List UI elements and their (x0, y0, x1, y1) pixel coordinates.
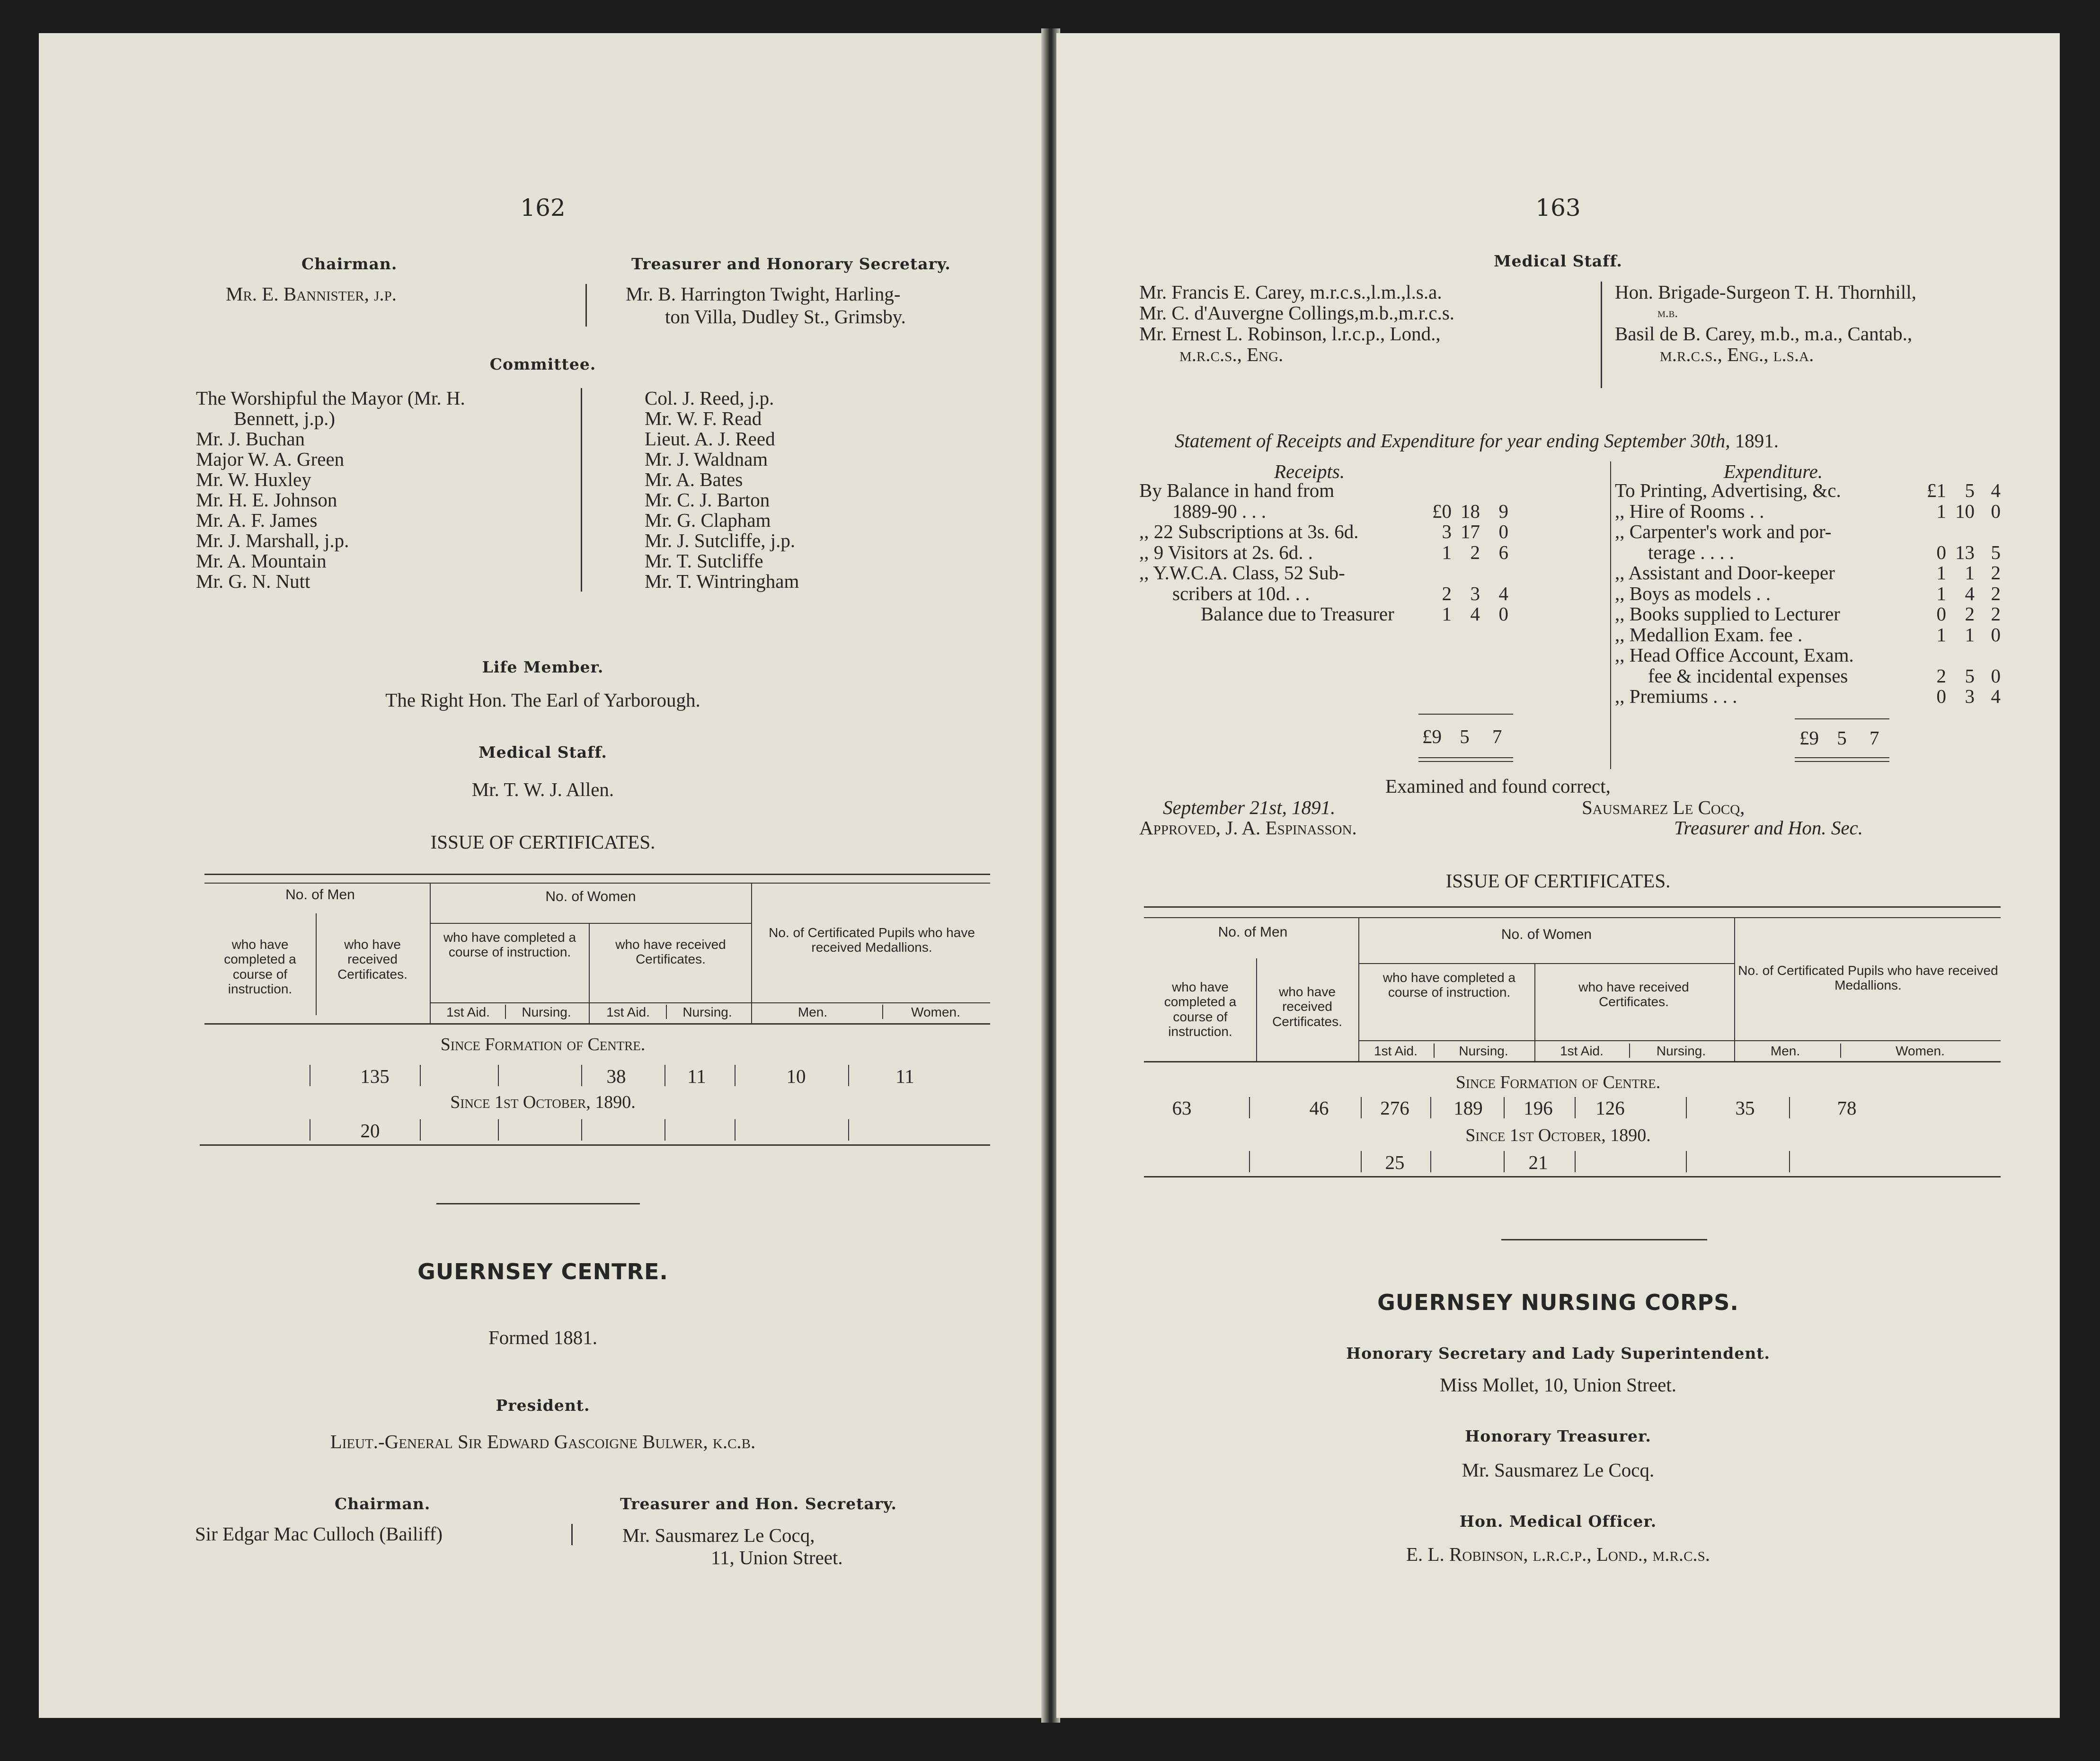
col-women-received: who have received Certificates. (615, 937, 726, 967)
table-rule (1686, 1151, 1687, 1172)
medical-member: Basil de B. Carey, m.b., m.a., Cantab., (1615, 323, 1913, 345)
ledger-label: scribers at 10d. . . (1172, 582, 1310, 604)
treasurer-line-2: 11, Union Street. (711, 1547, 843, 1568)
formed-line: Formed 1881. (488, 1327, 598, 1348)
medical-member: Hon. Brigade-Surgeon T. H. Thornhill, (1615, 281, 1916, 303)
hon-treasurer-heading: Honorary Treasurer. (1465, 1427, 1651, 1445)
treasurer-line-2: ton Villa, Dudley St., Grimsby. (665, 306, 906, 327)
committee-member: Mr. T. Sutcliffe (645, 550, 763, 572)
signer-role: Treasurer and Hon. Sec. (1674, 817, 1863, 839)
cell-value: 35 (1735, 1097, 1755, 1119)
table-rule (1629, 1044, 1630, 1058)
men-header: No. of Men (285, 887, 355, 903)
ledger-rule (1795, 718, 1889, 719)
medical-member: Mr. Francis E. Carey, m.r.c.s.,l.m.,l.s.a. (1139, 281, 1442, 303)
table-rule (581, 1119, 582, 1141)
guernsey-centre-heading: GUERNSEY CENTRE. (417, 1259, 668, 1284)
cell-value: 276 (1380, 1097, 1409, 1119)
section-divider (436, 1203, 640, 1204)
ledger-amount-pounds: 2 (1936, 664, 1946, 687)
examined-line: Examined and found correct, (1385, 775, 1611, 797)
chairman-heading: Chairman. (335, 1495, 431, 1513)
cell-value: 10 (786, 1065, 806, 1087)
ledger-amount-shillings: 3 (1965, 685, 1975, 707)
sub-nursing: Nursing. (682, 1005, 732, 1019)
col-women-completed: who have completed a course of instruction. (443, 930, 576, 960)
ledger-amount-shillings: 18 (1461, 500, 1480, 522)
life-member-heading: Life Member. (482, 658, 604, 676)
cell-value: 126 (1595, 1097, 1625, 1119)
divider (1610, 461, 1611, 769)
ledger-amount-shillings: 17 (1461, 521, 1480, 542)
hon-treasurer-name: Mr. Sausmarez Le Cocq. (1462, 1459, 1655, 1481)
ledger-amount-pounds: 1 (1936, 562, 1946, 584)
sub-nursing: Nursing. (1459, 1044, 1508, 1058)
ledger-label: fee & incidental expenses (1648, 664, 1848, 687)
ledger-label: ,, Carpenter's work and por- (1615, 521, 1832, 542)
ledger-amount-pounds: £1 (1927, 479, 1946, 501)
sub-nursing: Nursing. (1656, 1044, 1706, 1058)
sub-women: Women. (911, 1005, 960, 1019)
cell-value: 11 (895, 1065, 914, 1087)
ledger-amount-shillings: 5 (1965, 664, 1975, 687)
total-pounds: £9 (1422, 726, 1442, 747)
page-number: 162 (520, 194, 566, 221)
divider (581, 388, 582, 592)
statement-title-year: 1891. (1735, 430, 1779, 451)
chairman-name: Mr. E. Bannister, j.p. (226, 283, 397, 305)
table-rule (1256, 958, 1257, 1062)
ledger-amount-pounds: 1 (1936, 582, 1946, 604)
table-rule (751, 883, 752, 1025)
ledger-amount-pence: 5 (1991, 541, 2001, 563)
issue-heading: ISSUE OF CERTIFICATES. (430, 831, 656, 853)
sub-nursing: Nursing. (522, 1005, 571, 1019)
ledger-amount-pence: 4 (1498, 582, 1508, 604)
sub-first-aid: 1st Aid. (1374, 1044, 1418, 1058)
col-medallions: No. of Certificated Pupils who have received Medallions. (1738, 963, 1998, 993)
expenditure-total (1799, 728, 1887, 748)
ledger-label: ,, Boys as models . . (1615, 582, 1771, 604)
committee-member: Lieut. A. J. Reed (645, 428, 775, 450)
ledger-amount-shillings: 1 (1965, 562, 1975, 584)
committee-member: The Worshipful the Mayor (Mr. H. (196, 387, 465, 409)
statement-title (1175, 431, 1779, 451)
ledger-amount-shillings: 2 (1470, 541, 1480, 563)
committee-member: Mr. T. Wintringham (645, 570, 799, 592)
hon-sec-name: Miss Mollet, 10, Union Street. (1440, 1374, 1676, 1396)
president-heading: President. (496, 1396, 590, 1415)
table-rule (505, 1005, 506, 1019)
ledger-label: To Printing, Advertising, &c. (1615, 479, 1841, 501)
table-rule (1361, 1097, 1362, 1118)
since-formation-label: Since Formation of Centre. (440, 1035, 646, 1054)
committee-member: Mr. A. F. James (196, 509, 318, 531)
committee-member: Major W. A. Green (196, 448, 345, 470)
cell-value: 20 (360, 1120, 380, 1142)
ledger-amount-shillings: 1 (1965, 623, 1975, 646)
committee-heading: Committee. (489, 355, 596, 373)
ledger-label: 1889-90 . . . (1172, 500, 1267, 522)
table-rule (204, 874, 990, 875)
cell-value: 46 (1309, 1097, 1329, 1119)
table-rule (1840, 1044, 1841, 1058)
divider (1601, 282, 1602, 388)
total-pounds: £9 (1799, 727, 1819, 749)
committee-member: Col. J. Reed, j.p. (645, 387, 774, 409)
guernsey-nursing-heading: GUERNSEY NURSING CORPS. (1377, 1290, 1739, 1315)
table-rule (430, 1002, 990, 1003)
signer-name: Sausmarez Le Cocq, (1582, 796, 1745, 818)
ledger-amount-pence: 0 (1498, 603, 1508, 625)
ledger-amount-pence: 0 (1991, 623, 2001, 646)
treasurer-line-1: Mr. Sausmarez Le Cocq, (622, 1524, 815, 1546)
chairman-name: Sir Edgar Mac Culloch (Bailiff) (195, 1523, 443, 1545)
medical-member: Mr. Ernest L. Robinson, l.r.c.p., Lond., (1139, 323, 1441, 345)
left-page (39, 33, 1047, 1718)
committee-right-list (645, 388, 799, 592)
ledger-amount-pence: 2 (1991, 582, 2001, 604)
table-rule (882, 1005, 883, 1019)
ledger-amount-pence: 9 (1498, 500, 1508, 522)
sub-men: Men. (1770, 1044, 1800, 1058)
ledger-rule (1418, 761, 1513, 762)
cell-value: 78 (1837, 1097, 1857, 1119)
ledger-label: ,, Hire of Rooms . . (1615, 500, 1764, 522)
col-men-completed: who have completed a course of instruction. (224, 937, 296, 997)
ledger-amount-pounds: 0 (1936, 603, 1946, 625)
sub-men: Men. (797, 1005, 828, 1019)
ledger-label: ,, Assistant and Door-keeper (1615, 562, 1835, 584)
table-rule (420, 1065, 421, 1086)
table-rule (1789, 1097, 1790, 1118)
committee-member: Mr. G. N. Nutt (196, 570, 310, 592)
date-line: September 21st, 1891. (1163, 796, 1336, 818)
table-rule (1249, 1151, 1250, 1172)
chairman-heading: Chairman. (301, 255, 398, 273)
table-rule (430, 883, 431, 1025)
table-rule (1534, 963, 1535, 1062)
ledger-rule (1418, 757, 1513, 758)
sub-first-aid: 1st Aid. (1560, 1044, 1604, 1058)
table-rule (848, 1065, 849, 1086)
ledger-label: Balance due to Treasurer (1201, 603, 1394, 625)
receipts-total (1422, 726, 1510, 747)
life-member-name: The Right Hon. The Earl of Yarborough. (385, 689, 700, 711)
table-rule (848, 1119, 849, 1141)
medical-member: m.b. (1657, 306, 1678, 320)
ledger-rule (1795, 757, 1889, 758)
table-rule (1249, 1097, 1250, 1118)
medical-left-list (1139, 282, 1454, 365)
table-rule (498, 1119, 499, 1141)
ledger-amount-pounds: 1 (1936, 623, 1946, 646)
medical-staff-name: Mr. T. W. J. Allen. (471, 779, 614, 800)
table-rule (430, 923, 752, 924)
table-rule (1575, 1151, 1576, 1172)
cell-value: 196 (1524, 1097, 1553, 1119)
medical-member: m.r.c.s., Eng., l.s.a. (1660, 344, 1814, 365)
committee-member: Mr. C. J. Barton (645, 489, 770, 511)
issue-heading: ISSUE OF CERTIFICATES. (1445, 870, 1671, 892)
ledger-amount-pence: 2 (1991, 603, 2001, 625)
ledger-amount-shillings: 13 (1955, 541, 1975, 563)
committee-member: Mr. G. Clapham (645, 509, 771, 531)
hon-medical-name: E. L. Robinson, l.r.c.p., Lond., m.r.c.s. (1406, 1543, 1710, 1565)
committee-member: Mr. W. Huxley (196, 469, 311, 490)
ledger-amount-pence: 2 (1991, 562, 2001, 584)
hon-medical-heading: Hon. Medical Officer. (1459, 1512, 1657, 1531)
table-rule (1434, 1044, 1435, 1058)
cell-value: 135 (360, 1065, 390, 1087)
table-rule (1144, 1176, 2001, 1177)
ledger-amount-shillings: 4 (1470, 603, 1480, 625)
total-shillings: 5 (1837, 727, 1847, 749)
cell-value: 21 (1528, 1151, 1548, 1173)
ledger-amount-pounds: 1 (1936, 500, 1946, 522)
cell-value: 25 (1385, 1151, 1405, 1173)
ledger-amount-shillings: 5 (1965, 479, 1975, 501)
ledger-label: ,, Y.W.C.A. Class, 52 Sub- (1139, 562, 1345, 584)
ledger-amount-pounds: 2 (1442, 582, 1452, 604)
ledger-amount-shillings: 4 (1965, 582, 1975, 604)
cell-value: 63 (1172, 1097, 1192, 1119)
ledger-label: ,, Medallion Exam. fee . (1615, 623, 1803, 646)
table-rule (1686, 1097, 1687, 1118)
committee-member: Mr. A. Mountain (196, 550, 327, 572)
section-divider (1501, 1239, 1707, 1240)
table-rule (1144, 1061, 2001, 1062)
page-number: 163 (1535, 194, 1581, 221)
ledger-rule (1795, 761, 1889, 762)
table-rule (316, 913, 317, 1015)
ledger-amount-shillings: 10 (1955, 500, 1975, 522)
receipts-heading: Receipts. (1274, 460, 1345, 482)
col-men-completed: who have completed a course of instruction. (1164, 980, 1237, 1039)
committee-member: Mr. H. E. Johnson (196, 489, 337, 511)
ledger-label: By Balance in hand from (1139, 479, 1335, 501)
committee-member: Mr. A. Bates (645, 469, 743, 490)
table-rule (1144, 917, 2001, 918)
women-header: No. of Women (1501, 927, 1592, 942)
ledger-amount-shillings: 2 (1965, 603, 1975, 625)
ledger-label: ,, Head Office Account, Exam. (1615, 644, 1854, 666)
table-rule (589, 923, 590, 1025)
treasurer-heading: Treasurer and Honorary Secretary. (631, 255, 951, 273)
table-rule (1504, 1097, 1505, 1118)
medical-member: m.r.c.s., Eng. (1179, 344, 1284, 365)
committee-left-list (196, 388, 584, 592)
treasurer-line-1: Mr. B. Harrington Twight, Harling- (626, 283, 901, 305)
ledger-amount-pounds: 3 (1442, 521, 1452, 542)
col-women-completed: who have completed a course of instruction. (1382, 970, 1516, 1000)
total-pence: 7 (1870, 727, 1879, 749)
right-page (1056, 33, 2060, 1718)
president-name: Lieut.-General Sir Edward Gascoigne Bulwer, k.c.b. (330, 1431, 756, 1452)
ledger-amount-pence: 0 (1991, 664, 2001, 687)
ledger-amount-pounds: 0 (1936, 541, 1946, 563)
medical-member: Mr. C. d'Auvergne Collings,m.b.,m.r.c.s. (1139, 302, 1455, 324)
table-rule (581, 1065, 582, 1086)
table-rule (1144, 906, 2001, 908)
medical-right-list (1615, 282, 1916, 365)
ledger-amount-pounds: 1 (1442, 541, 1452, 563)
women-header: No. of Women (545, 889, 636, 904)
ledger-label: ,, 22 Subscriptions at 3s. 6d. (1139, 521, 1359, 542)
divider (585, 284, 587, 327)
expenditure-heading: Expenditure. (1724, 460, 1823, 482)
hon-sec-heading: Honorary Secretary and Lady Superintendent. (1346, 1344, 1771, 1363)
ledger-amount-pounds: £0 (1432, 500, 1452, 522)
table-rule (1430, 1097, 1431, 1118)
table-rule (498, 1065, 499, 1086)
table-rule (1430, 1151, 1431, 1172)
cell-value: 189 (1453, 1097, 1483, 1119)
sub-first-aid: 1st Aid. (446, 1005, 490, 1019)
medical-staff-heading: Medical Staff. (478, 743, 607, 761)
table-rule (1358, 963, 1735, 964)
ledger-label: ,, Books supplied to Lecturer (1615, 603, 1840, 625)
ledger-amount-pounds: 1 (1442, 603, 1452, 625)
committee-member: Mr. J. Waldnam (645, 448, 768, 470)
ledger-label: ,, Premiums . . . (1615, 685, 1737, 707)
statement-title-text: Statement of Receipts and Expenditure for year ending September 30th, (1175, 430, 1730, 451)
col-women-received: who have received Certificates. (1578, 980, 1689, 1009)
men-header: No. of Men (1218, 924, 1288, 940)
ledger-amount-pence: 0 (1991, 500, 2001, 522)
ledger-amount-pounds: 0 (1936, 685, 1946, 707)
committee-member: Mr. J. Marshall, j.p. (196, 530, 349, 551)
ledger-amount-pence: 0 (1498, 521, 1508, 542)
divider (571, 1524, 573, 1545)
table-rule (1504, 1151, 1505, 1172)
since-october-label: Since 1st October, 1890. (1465, 1125, 1651, 1145)
col-men-received: who have received Certificates. (1272, 984, 1342, 1029)
table-rule (1358, 1040, 2001, 1041)
total-pence: 7 (1492, 726, 1502, 747)
table-rule (666, 1005, 667, 1019)
ledger-amount-shillings: 3 (1470, 582, 1480, 604)
ledger-label: ,, 9 Visitors at 2s. 6d. . (1139, 541, 1313, 563)
table-rule (204, 883, 990, 884)
cell-value: 38 (606, 1065, 626, 1087)
col-medallions: No. of Certificated Pupils who have received Medallions. (769, 925, 975, 955)
since-formation-label: Since Formation of Centre. (1455, 1072, 1661, 1092)
committee-member: Bennett, j.p.) (234, 407, 336, 429)
ledger-rule (1418, 714, 1513, 715)
total-shillings: 5 (1460, 726, 1470, 747)
table-rule (1361, 1151, 1362, 1172)
cell-value: 11 (687, 1065, 706, 1087)
treasurer-heading: Treasurer and Hon. Secretary. (620, 1495, 897, 1513)
col-men-received: who have received Certificates. (337, 937, 408, 982)
ledger-amount-pence: 4 (1991, 479, 2001, 501)
ledger-label: terage . . . . (1648, 541, 1735, 563)
committee-member: Mr. W. F. Read (645, 407, 762, 429)
table-rule (200, 1144, 990, 1146)
ledger-amount-pence: 4 (1991, 685, 2001, 707)
sub-first-aid: 1st Aid. (606, 1005, 650, 1019)
sub-women: Women. (1896, 1044, 1945, 1058)
committee-member: Mr. J. Sutcliffe, j.p. (645, 530, 796, 551)
committee-member: Mr. J. Buchan (196, 428, 305, 450)
ledger-amount-pence: 6 (1498, 541, 1508, 563)
approved-line: Approved, J. A. Espinasson. (1139, 817, 1357, 839)
table-rule (204, 1023, 990, 1025)
table-rule (1789, 1151, 1790, 1172)
table-rule (1575, 1097, 1576, 1118)
since-october-label: Since 1st October, 1890. (450, 1092, 636, 1112)
table-rule (420, 1119, 421, 1141)
medical-staff-heading: Medical Staff. (1494, 252, 1622, 270)
